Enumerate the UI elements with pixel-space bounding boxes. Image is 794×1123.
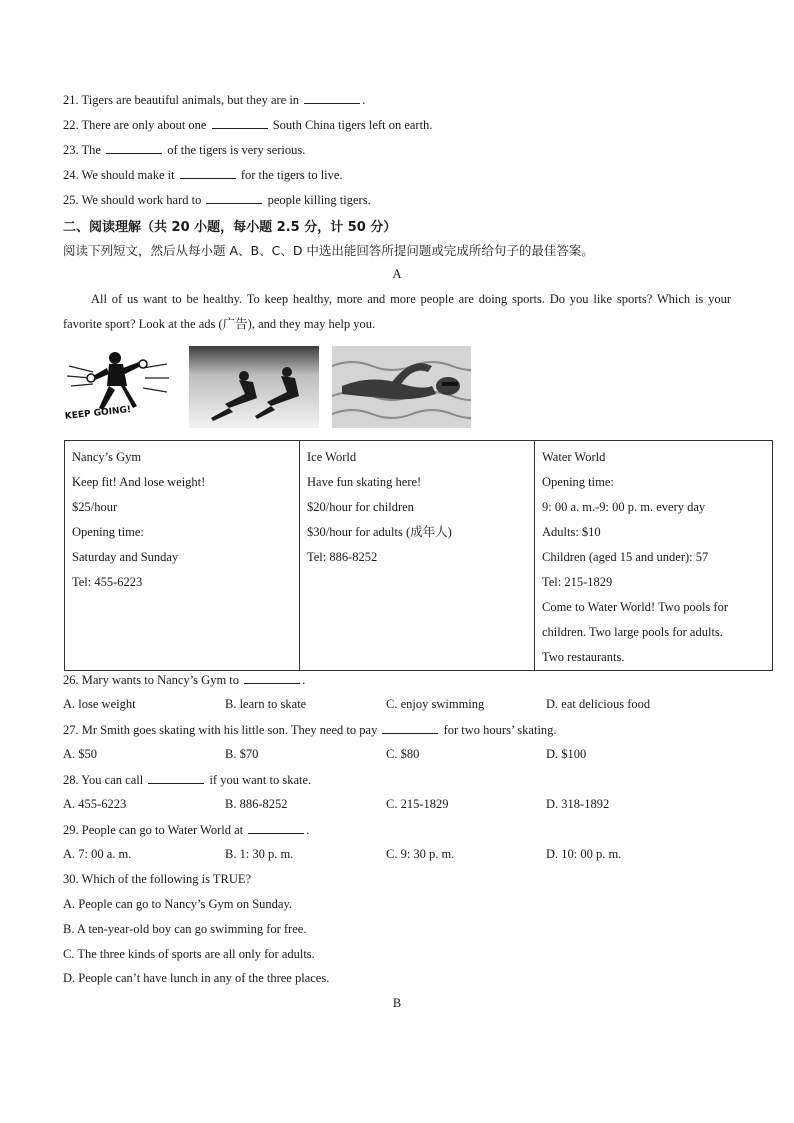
q27-option-d: D. $100 [546,747,587,761]
answer-blank [304,92,360,104]
section-title: 二、阅读理解（共 20 小题，每小题 2.5 分，计 50 分） [63,220,397,235]
q29-option-b: B. 1: 30 p. m. [225,847,294,861]
passage-b-label: B [392,996,402,1010]
question-30: 30. Which of the following is TRUE? [63,872,252,886]
answer-blank [206,192,262,204]
q27-option-c: C. $80 [386,747,420,761]
q29-option-c: C. 9: 30 p. m. [386,847,455,861]
answer-blank [244,672,300,684]
q29-option-a: A. 7: 00 a. m. [63,847,132,861]
q27-option-a: A. $50 [63,747,98,761]
question-23: 23. The of the tigers is very serious. [63,143,306,157]
q26-option-a: A. lose weight [63,697,136,711]
q30-option-a: A. People can go to Nancy’s Gym on Sunday. [63,897,293,911]
answer-blank [248,822,304,834]
question-29: 29. People can go to Water World at . [63,823,310,837]
q26-option-c: C. enjoy swimming [386,697,485,711]
question-22: 22. There are only about one South China tigers left on earth. [63,118,433,132]
question-26: 26. Mary wants to Nancy’s Gym to . [63,673,306,687]
question-25: 25. We should work hard to people killing tigers. [63,193,371,207]
question-27: 27. Mr Smith goes skating with his little son. They need to pay for two hours’ skating. [63,723,557,737]
answer-blank [212,117,268,129]
q28-option-b: B. 886-8252 [225,797,288,811]
q28-option-c: C. 215-1829 [386,797,449,811]
ad-nancys-gym: Nancy’s Gym Keep fit! And lose weight! $25/hour Opening time: Saturday and Sunday Tel: 455-6223 [65,441,300,671]
q27-option-b: B. $70 [225,747,259,761]
q30-option-c: C. The three kinds of sports are all only for adults. [63,947,315,961]
answer-blank [106,142,162,154]
gym-illustration [63,346,175,428]
q28-option-d: D. 318-1892 [546,797,610,811]
section-instruction: 阅读下列短文，然后从每小题 A、B、C、D 中选出能回答所提问题或完成所给句子的最佳答案。 [63,243,594,258]
q26-option-d: D. eat delicious food [546,697,651,711]
answer-blank [180,167,236,179]
q30-option-d: D. People can’t have lunch in any of the three places. [63,971,330,985]
question-28: 28. You can call if you want to skate. [63,773,312,787]
question-21: 21. Tigers are beautiful animals, but they are in . [63,93,366,107]
keep-going-text: KEEP GOING! [64,405,132,422]
answer-blank [382,722,438,734]
ads-table [64,440,773,671]
q29-option-d: D. 10: 00 p. m. [546,847,622,861]
answer-blank [148,772,204,784]
skating-photo [189,346,319,428]
q26-option-b: B. learn to skate [225,697,307,711]
passage-a-text: All of us want to be healthy. To keep healthy, more and more people are doing sports. Do you like sports? Which is your favorite sport? Look at the ads (广告), and they may help you. [63,292,731,331]
q30-option-b: B. A ten-year-old boy can go swimming for free. [63,922,307,936]
swimming-photo [332,346,471,428]
q28-option-a: A. 455-6223 [63,797,127,811]
question-24: 24. We should make it for the tigers to live. [63,168,343,182]
ad-ice-world: Ice World Have fun skating here! $20/hour for children $30/hour for adults (成年人) Tel: 886-8252 [300,441,535,671]
passage-a-label: A [392,267,402,281]
ad-water-world: Water World Opening time: 9: 00 a. m.-9: 00 p. m. every day Adults: $10 Children (aged 15 and under): 57 Tel: 215-1829 Come to Water World! Two pools for children. Two large pools for adults. Two restaurants. [535,441,773,671]
